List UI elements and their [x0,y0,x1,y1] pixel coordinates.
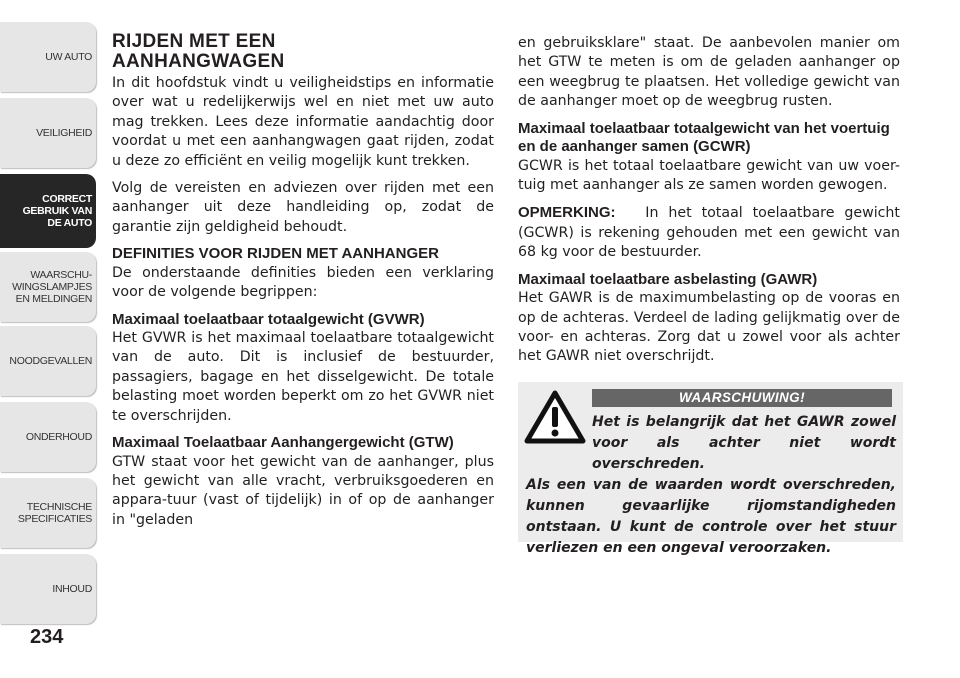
note-text: In het totaal toelaatbare gewicht (GCWR) is rekening gehouden met een gewicht van 68 kg voor de bestuurder. [518,205,900,261]
tab-label: VEILIGHEID [36,127,92,139]
warning-text-indented: Het is belangrijk dat het GAWR zowel voor als achter niet wordt overschreden. [592,414,896,472]
tab-label: INHOUD [52,583,92,595]
tab-correct-gebruik[interactable] [0,174,96,248]
intro-paragraph: In dit hoofdstuk vindt u veiligheidstips en informatie over wat u redelijkerwijs wel en niet met uw auto mag trekken. Lees deze informatie aandachtig door voordat u met een aanhangwagen gaat rijden, zodat u deze zo efficiënt en veilig mogelijk kunt trekken. [112,75,494,169]
gtw-continued-paragraph: en gebruiksklare" staat. De aanbevolen manier om het GTW te meten is om de geladen aanhanger op een weegbrug te plaatsen. Het volledige gewicht van de aanhanger moet op de weegbrug rusten. [518,35,900,110]
gcwr-heading: Maximaal toelaatbaar totaalgewicht van het voertuig en de aanhanger samen (GCWR) [518,119,890,156]
tab-uw-auto[interactable] [0,22,96,92]
definitions-paragraph: De onderstaande definities bieden een verklaring voor de volgende begrippen: [112,264,494,301]
tab-label: NOODGEVALLEN [9,355,92,367]
warning-text-full: Als een van de waarden wordt overschreden, kunnen gevaarlijke rijomstandigheden ontstaan. U kunt de controle over het stuur verliezen en een ongeval veroorzaken. [526,477,896,556]
tab-waarschuwingslampjes[interactable] [0,252,96,322]
gvwr-heading: Maximaal toelaatbaar totaalgewicht (GVWR) [112,310,425,328]
gcwr-paragraph: GCWR is het totaal toelaatbare gewicht van uw voer-tuig met aanhanger als ze samen worden gewogen. [518,157,900,194]
tab-onderhoud[interactable] [0,402,96,472]
gawr-paragraph: Het GAWR is de maximumbelasting op de vooras en op de achteras. Verdeel de lading gelijkmatig over de voor- en achteras. Zorg dat u zowel voor als achter het GAWR niet overschrijdt. [518,290,900,365]
warranty-paragraph: Volg de vereisten en adviezen over rijden met een aanhanger uit deze handleiding op, zodat de garantie zijn geldigheid behoudt. [112,180,494,235]
section-title: RIJDEN MET EEN AANHANGWAGEN [112,31,285,72]
warning-text [526,412,896,559]
tab-label: CORRECT GEBRUIK VAN DE AUTO [22,193,92,229]
warning-heading: WAARSCHUWING! [592,389,892,407]
tab-inhoud[interactable] [0,554,96,624]
note-paragraph [518,203,900,262]
tab-label: ONDERHOUD [25,431,92,443]
page-number: 234 [30,626,64,648]
gtw-heading: Maximaal Toelaatbaar Aanhangergewicht (GTW) [112,434,454,452]
tab-label: TECHNISCHE SPECIFICATIES [17,501,92,525]
left-column [112,32,494,538]
gawr-heading: Maximaal toelaatbare asbelasting (GAWR) [518,270,818,288]
gvwr-paragraph: Het GVWR is het maximaal toelaatbare totaalgewicht van de auto. Dit is inclusief de bestuurder, passagiers, bagage en het disselgewicht. De totale belasting moet worden beperkt om zo het GVWR niet te overschrijden. [112,330,494,424]
right-column [518,34,900,375]
gtw-paragraph: GTW staat voor het gewicht van de aanhanger, plus het gewicht van alle vracht, verbruiksgoederen en appara-tuur (vast of tijdelijk) in of op de aanhanger in "geladen [112,453,494,528]
tab-noodgevallen[interactable] [0,326,96,396]
note-label: OPMERKING: [518,204,616,222]
definitions-heading: DEFINITIES VOOR RIJDEN MET AANHANGER [112,245,439,263]
tab-technische-specificaties[interactable] [0,478,96,548]
warning-box [518,382,903,556]
tab-label: WAARSCHU- WINGSLAMPJES EN MELDINGEN [12,269,92,305]
tab-veiligheid[interactable] [0,98,96,168]
tab-label: UW AUTO [45,51,92,63]
